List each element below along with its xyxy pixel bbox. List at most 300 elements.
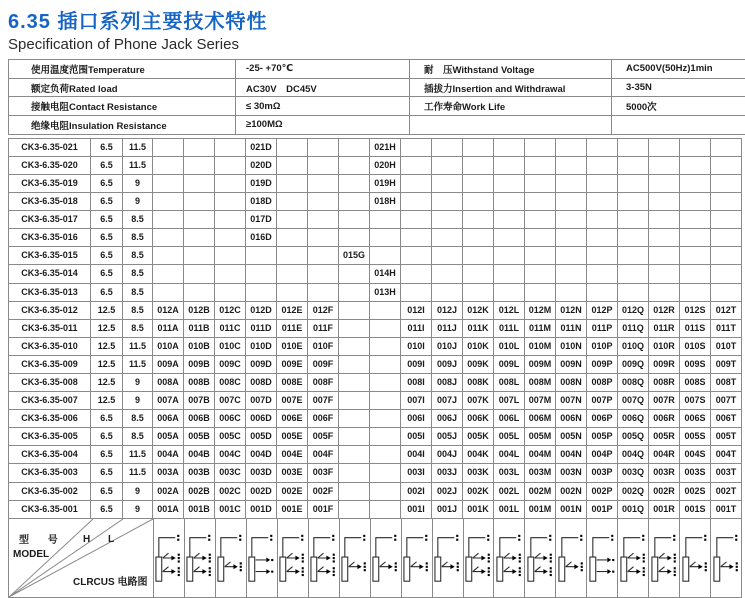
- code-cell-B: 005B: [184, 428, 215, 446]
- code-cell-F: [308, 229, 339, 247]
- code-cell-E: [277, 193, 308, 211]
- code-cell-N: 001N: [556, 500, 587, 518]
- code-cell-T: [711, 247, 742, 265]
- code-cell-L: 007L: [494, 392, 525, 410]
- code-cell-H: 014H: [370, 265, 401, 283]
- code-cell-N: 010N: [556, 337, 587, 355]
- code-cell-M: 011M: [525, 319, 556, 337]
- code-cell-H: [370, 373, 401, 391]
- code-cell-J: 003J: [432, 464, 463, 482]
- code-cell-E: 003E: [277, 464, 308, 482]
- circuit-cell-I: [402, 519, 433, 597]
- code-cell-J: [432, 211, 463, 229]
- code-cell-G: [339, 319, 370, 337]
- code-cell-L: [494, 211, 525, 229]
- spec-value: ≥100MΩ: [236, 116, 410, 135]
- model-number-cell: CK3-6.35-019: [9, 174, 91, 192]
- code-cell-B: [184, 138, 215, 156]
- code-cell-C: [215, 138, 246, 156]
- code-cell-R: 005R: [649, 428, 680, 446]
- code-cell-T: [711, 193, 742, 211]
- model-row: [9, 500, 742, 518]
- dim-l-cell: 11.5: [123, 446, 153, 464]
- spec-row: [9, 60, 745, 79]
- code-cell-P: 002P: [587, 482, 618, 500]
- code-cell-F: 007F: [308, 392, 339, 410]
- code-cell-C: 006C: [215, 410, 246, 428]
- model-number-cell: CK3-6.35-018: [9, 193, 91, 211]
- code-cell-K: 011K: [463, 319, 494, 337]
- code-cell-Q: [618, 265, 649, 283]
- code-cell-M: 008M: [525, 373, 556, 391]
- code-cell-B: 009B: [184, 355, 215, 373]
- code-cell-N: 006N: [556, 410, 587, 428]
- code-cell-R: 002R: [649, 482, 680, 500]
- code-cell-Q: 005Q: [618, 428, 649, 446]
- model-row: [9, 446, 742, 464]
- code-cell-M: [525, 283, 556, 301]
- model-number-cell: CK3-6.35-002: [9, 482, 91, 500]
- code-cell-D: 012D: [246, 301, 277, 319]
- code-cell-R: [649, 283, 680, 301]
- circuit-cell-P: [587, 519, 618, 597]
- code-cell-M: 004M: [525, 446, 556, 464]
- code-cell-T: 011T: [711, 319, 742, 337]
- code-cell-I: 010I: [401, 337, 432, 355]
- code-cell-D: 008D: [246, 373, 277, 391]
- spec-value: AC30V DC45V: [236, 78, 410, 97]
- code-cell-N: 011N: [556, 319, 587, 337]
- code-cell-D: [246, 283, 277, 301]
- code-cell-T: [711, 156, 742, 174]
- model-row: [9, 337, 742, 355]
- code-cell-P: 004P: [587, 446, 618, 464]
- dim-h-cell: 12.5: [91, 319, 123, 337]
- code-cell-A: 008A: [153, 373, 184, 391]
- code-cell-F: [308, 211, 339, 229]
- code-cell-N: [556, 283, 587, 301]
- spec-row: [9, 116, 745, 135]
- code-cell-D: 010D: [246, 337, 277, 355]
- code-cell-F: 002F: [308, 482, 339, 500]
- code-cell-Q: [618, 247, 649, 265]
- code-cell-P: 008P: [587, 373, 618, 391]
- code-cell-B: 006B: [184, 410, 215, 428]
- code-cell-E: 002E: [277, 482, 308, 500]
- code-cell-Q: [618, 193, 649, 211]
- code-cell-Q: [618, 156, 649, 174]
- code-cell-K: [463, 174, 494, 192]
- circuit-diagram-icon: [340, 528, 369, 588]
- code-cell-P: [587, 138, 618, 156]
- code-cell-M: 007M: [525, 392, 556, 410]
- code-cell-Q: 001Q: [618, 500, 649, 518]
- model-row: [9, 464, 742, 482]
- code-cell-R: [649, 229, 680, 247]
- code-cell-C: 009C: [215, 355, 246, 373]
- circuit-diagram-icon: [371, 528, 400, 588]
- circuit-cell-S: [680, 519, 711, 597]
- circuit-cell-C: [216, 519, 247, 597]
- code-cell-A: [153, 265, 184, 283]
- code-cell-F: 009F: [308, 355, 339, 373]
- code-cell-H: [370, 355, 401, 373]
- code-cell-E: [277, 156, 308, 174]
- code-cell-S: 002S: [680, 482, 711, 500]
- spec-value: [612, 116, 745, 135]
- code-cell-B: [184, 265, 215, 283]
- code-cell-N: 004N: [556, 446, 587, 464]
- code-cell-P: [587, 193, 618, 211]
- code-cell-K: [463, 265, 494, 283]
- dim-h-cell: 6.5: [91, 229, 123, 247]
- circuit-diagram-icon: [495, 528, 524, 588]
- code-cell-G: [339, 428, 370, 446]
- circuit-diagram-icon: [433, 528, 462, 588]
- code-cell-D: [246, 247, 277, 265]
- dim-h-cell: 6.5: [91, 482, 123, 500]
- code-cell-E: 006E: [277, 410, 308, 428]
- code-cell-K: 006K: [463, 410, 494, 428]
- circuit-diagram-icon: [526, 528, 555, 588]
- code-cell-P: 005P: [587, 428, 618, 446]
- code-cell-H: [370, 301, 401, 319]
- dim-h-cell: 6.5: [91, 283, 123, 301]
- code-cell-Q: [618, 211, 649, 229]
- code-cell-C: 003C: [215, 464, 246, 482]
- code-cell-B: [184, 283, 215, 301]
- code-cell-M: 012M: [525, 301, 556, 319]
- code-cell-Q: 006Q: [618, 410, 649, 428]
- circuit-cell-A: [154, 519, 185, 597]
- spec-value: AC500V(50Hz)1min: [612, 60, 745, 79]
- code-cell-L: 004L: [494, 446, 525, 464]
- code-cell-G: 015G: [339, 247, 370, 265]
- code-cell-I: [401, 156, 432, 174]
- code-cell-P: 010P: [587, 337, 618, 355]
- code-cell-Q: 004Q: [618, 446, 649, 464]
- code-cell-C: 012C: [215, 301, 246, 319]
- circuit-cell-K: [464, 519, 495, 597]
- circuit-cell-J: [433, 519, 464, 597]
- code-cell-L: 001L: [494, 500, 525, 518]
- dim-l-cell: 9: [123, 174, 153, 192]
- code-cell-E: 008E: [277, 373, 308, 391]
- code-cell-B: 002B: [184, 482, 215, 500]
- code-cell-F: [308, 193, 339, 211]
- code-cell-S: [680, 247, 711, 265]
- code-cell-E: [277, 138, 308, 156]
- code-cell-G: [339, 500, 370, 518]
- model-number-cell: CK3-6.35-004: [9, 446, 91, 464]
- dim-l-cell: 9: [123, 193, 153, 211]
- code-cell-S: [680, 283, 711, 301]
- code-cell-C: 011C: [215, 319, 246, 337]
- code-cell-J: 004J: [432, 446, 463, 464]
- code-cell-J: 012J: [432, 301, 463, 319]
- code-cell-J: 007J: [432, 392, 463, 410]
- h-dimension-label: H: [83, 534, 90, 545]
- code-cell-L: 009L: [494, 355, 525, 373]
- code-cell-S: 004S: [680, 446, 711, 464]
- model-label-cn: 型 号: [19, 531, 66, 546]
- code-cell-M: 001M: [525, 500, 556, 518]
- code-cell-H: [370, 392, 401, 410]
- code-cell-C: 001C: [215, 500, 246, 518]
- dim-l-cell: 8.5: [123, 229, 153, 247]
- circuit-cell-E: [278, 519, 309, 597]
- model-row: [9, 265, 742, 283]
- circuit-diagram-icon: [464, 528, 493, 588]
- code-cell-F: [308, 174, 339, 192]
- code-cell-I: 003I: [401, 464, 432, 482]
- code-cell-A: [153, 156, 184, 174]
- code-cell-B: [184, 247, 215, 265]
- code-cell-F: 005F: [308, 428, 339, 446]
- spec-table: [8, 59, 745, 135]
- code-cell-H: [370, 247, 401, 265]
- dim-h-cell: 6.5: [91, 428, 123, 446]
- code-cell-S: 012S: [680, 301, 711, 319]
- code-cell-C: 005C: [215, 428, 246, 446]
- code-cell-D: [246, 265, 277, 283]
- dim-l-cell: 8.5: [123, 283, 153, 301]
- spec-label: [410, 116, 612, 135]
- code-cell-J: [432, 156, 463, 174]
- code-cell-J: [432, 174, 463, 192]
- code-cell-Q: 010Q: [618, 337, 649, 355]
- code-cell-I: [401, 174, 432, 192]
- code-cell-D: 018D: [246, 193, 277, 211]
- code-cell-E: [277, 174, 308, 192]
- code-cell-K: [463, 283, 494, 301]
- code-cell-H: [370, 211, 401, 229]
- code-cell-K: [463, 247, 494, 265]
- code-cell-I: [401, 247, 432, 265]
- code-cell-H: [370, 428, 401, 446]
- code-cell-L: [494, 229, 525, 247]
- code-cell-A: [153, 247, 184, 265]
- code-cell-M: 010M: [525, 337, 556, 355]
- code-cell-A: 006A: [153, 410, 184, 428]
- code-cell-A: 002A: [153, 482, 184, 500]
- dim-h-cell: 6.5: [91, 174, 123, 192]
- code-cell-P: [587, 229, 618, 247]
- code-cell-M: 003M: [525, 464, 556, 482]
- code-cell-L: [494, 193, 525, 211]
- code-cell-E: 004E: [277, 446, 308, 464]
- dim-l-cell: 11.5: [123, 337, 153, 355]
- code-cell-T: 009T: [711, 355, 742, 373]
- dim-h-cell: 6.5: [91, 156, 123, 174]
- code-cell-C: [215, 229, 246, 247]
- dim-h-cell: 12.5: [91, 392, 123, 410]
- code-cell-S: 005S: [680, 428, 711, 446]
- code-cell-D: 017D: [246, 211, 277, 229]
- circuit-diagram-icon: [557, 528, 586, 588]
- code-cell-Q: 011Q: [618, 319, 649, 337]
- code-cell-I: 012I: [401, 301, 432, 319]
- code-cell-E: [277, 283, 308, 301]
- circuit-diagram-icon: [185, 528, 214, 588]
- code-cell-L: [494, 174, 525, 192]
- code-cell-R: 010R: [649, 337, 680, 355]
- circuit-cell-T: [711, 519, 741, 597]
- code-cell-H: [370, 464, 401, 482]
- code-cell-A: [153, 138, 184, 156]
- code-cell-G: [339, 410, 370, 428]
- model-number-cell: CK3-6.35-009: [9, 355, 91, 373]
- code-cell-J: [432, 265, 463, 283]
- code-cell-J: 002J: [432, 482, 463, 500]
- code-cell-B: [184, 229, 215, 247]
- code-cell-G: [339, 156, 370, 174]
- code-cell-T: 007T: [711, 392, 742, 410]
- code-cell-T: 012T: [711, 301, 742, 319]
- code-cell-R: 012R: [649, 301, 680, 319]
- model-number-cell: CK3-6.35-016: [9, 229, 91, 247]
- code-cell-D: 016D: [246, 229, 277, 247]
- code-cell-P: 006P: [587, 410, 618, 428]
- code-cell-S: [680, 156, 711, 174]
- code-cell-M: [525, 229, 556, 247]
- code-cell-I: 001I: [401, 500, 432, 518]
- code-cell-I: 008I: [401, 373, 432, 391]
- code-cell-Q: 012Q: [618, 301, 649, 319]
- code-cell-H: [370, 500, 401, 518]
- code-cell-S: 010S: [680, 337, 711, 355]
- spec-label: 绝缘电阻Insulation Resistance: [9, 116, 236, 135]
- code-cell-H: 018H: [370, 193, 401, 211]
- code-cell-R: [649, 211, 680, 229]
- code-cell-Q: [618, 174, 649, 192]
- code-cell-L: 010L: [494, 337, 525, 355]
- code-cell-P: 007P: [587, 392, 618, 410]
- code-cell-A: [153, 283, 184, 301]
- code-cell-B: 011B: [184, 319, 215, 337]
- code-cell-S: [680, 211, 711, 229]
- dim-h-cell: 12.5: [91, 337, 123, 355]
- code-cell-A: [153, 211, 184, 229]
- spec-label: 插拔力Insertion and Withdrawal: [410, 78, 612, 97]
- code-cell-D: 003D: [246, 464, 277, 482]
- main-table-body: [9, 138, 742, 518]
- code-cell-H: [370, 410, 401, 428]
- code-cell-P: [587, 265, 618, 283]
- code-cell-Q: 009Q: [618, 355, 649, 373]
- dim-h-cell: 6.5: [91, 247, 123, 265]
- model-row: [9, 301, 742, 319]
- code-cell-C: [215, 265, 246, 283]
- model-number-cell: CK3-6.35-008: [9, 373, 91, 391]
- spec-row: [9, 97, 745, 116]
- code-cell-L: 005L: [494, 428, 525, 446]
- code-cell-E: 001E: [277, 500, 308, 518]
- code-cell-G: [339, 337, 370, 355]
- code-cell-A: 012A: [153, 301, 184, 319]
- code-cell-C: 008C: [215, 373, 246, 391]
- dim-l-cell: 9: [123, 500, 153, 518]
- code-cell-I: [401, 283, 432, 301]
- model-row: [9, 247, 742, 265]
- code-cell-K: 003K: [463, 464, 494, 482]
- circuit-cell-B: [185, 519, 216, 597]
- model-row: [9, 229, 742, 247]
- dim-h-cell: 6.5: [91, 464, 123, 482]
- code-cell-F: 010F: [308, 337, 339, 355]
- code-cell-K: 010K: [463, 337, 494, 355]
- code-cell-T: 003T: [711, 464, 742, 482]
- code-cell-N: 002N: [556, 482, 587, 500]
- code-cell-P: [587, 156, 618, 174]
- model-code-table: [8, 138, 742, 519]
- spec-label: 工作寿命Work Life: [410, 97, 612, 116]
- code-cell-T: [711, 229, 742, 247]
- dim-h-cell: 12.5: [91, 373, 123, 391]
- model-number-cell: CK3-6.35-011: [9, 319, 91, 337]
- code-cell-C: [215, 193, 246, 211]
- code-cell-G: [339, 392, 370, 410]
- code-cell-E: 005E: [277, 428, 308, 446]
- code-cell-L: 012L: [494, 301, 525, 319]
- code-cell-H: [370, 319, 401, 337]
- model-number-cell: CK3-6.35-021: [9, 138, 91, 156]
- code-cell-D: 019D: [246, 174, 277, 192]
- code-cell-C: [215, 247, 246, 265]
- code-cell-G: [339, 301, 370, 319]
- code-cell-E: 007E: [277, 392, 308, 410]
- dim-l-cell: 8.5: [123, 410, 153, 428]
- code-cell-M: [525, 193, 556, 211]
- dim-h-cell: 6.5: [91, 138, 123, 156]
- code-cell-T: 006T: [711, 410, 742, 428]
- model-row: [9, 482, 742, 500]
- code-cell-N: 009N: [556, 355, 587, 373]
- circuit-cell-N: [556, 519, 587, 597]
- code-cell-L: 006L: [494, 410, 525, 428]
- code-cell-A: [153, 174, 184, 192]
- model-row: [9, 211, 742, 229]
- model-number-cell: CK3-6.35-014: [9, 265, 91, 283]
- code-cell-P: [587, 174, 618, 192]
- model-number-cell: CK3-6.35-020: [9, 156, 91, 174]
- code-cell-I: 005I: [401, 428, 432, 446]
- code-cell-D: 020D: [246, 156, 277, 174]
- code-cell-R: [649, 265, 680, 283]
- code-cell-M: [525, 211, 556, 229]
- code-cell-E: [277, 265, 308, 283]
- code-cell-D: 004D: [246, 446, 277, 464]
- code-cell-B: [184, 211, 215, 229]
- code-cell-S: 006S: [680, 410, 711, 428]
- code-cell-M: [525, 247, 556, 265]
- code-cell-S: 008S: [680, 373, 711, 391]
- code-cell-M: [525, 156, 556, 174]
- model-row: [9, 355, 742, 373]
- code-cell-C: [215, 156, 246, 174]
- code-cell-L: 003L: [494, 464, 525, 482]
- code-cell-N: [556, 138, 587, 156]
- code-cell-L: 008L: [494, 373, 525, 391]
- code-cell-K: 012K: [463, 301, 494, 319]
- code-cell-F: [308, 138, 339, 156]
- dim-l-cell: 8.5: [123, 211, 153, 229]
- code-cell-P: [587, 247, 618, 265]
- code-cell-I: 011I: [401, 319, 432, 337]
- code-cell-E: 011E: [277, 319, 308, 337]
- code-cell-K: 009K: [463, 355, 494, 373]
- circuit-diagram-icon: [278, 528, 307, 588]
